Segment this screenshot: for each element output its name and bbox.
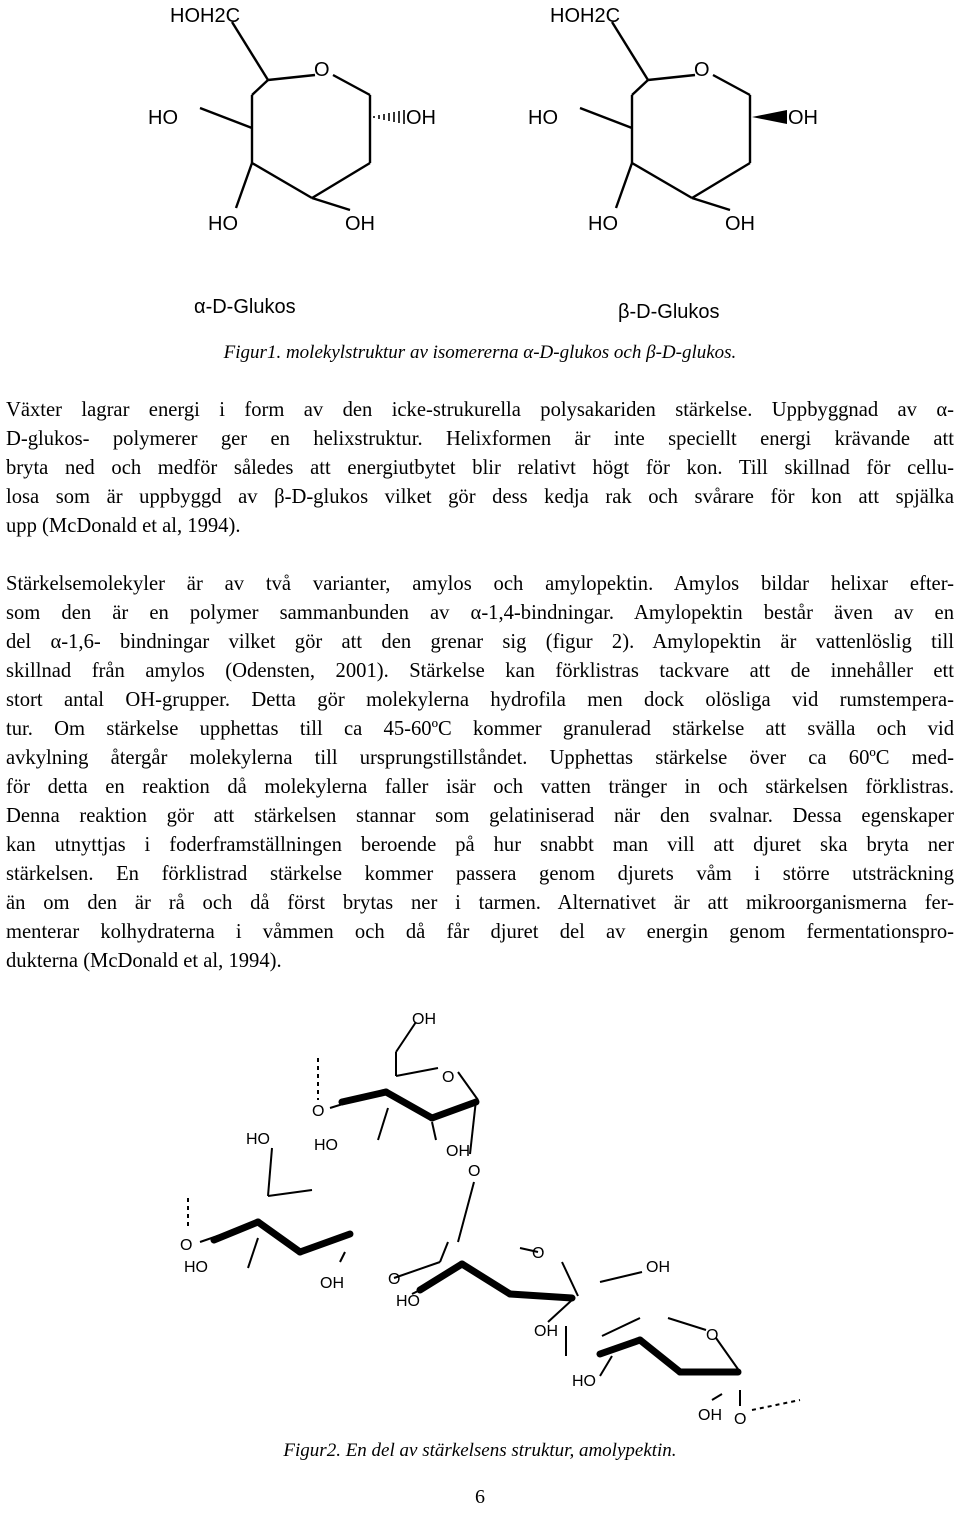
paragraph-2-line: Denna reaktion gör att stärkelsen stannar som gelatiniserad när den svalnar. Dessa egenskaper xyxy=(6,805,954,827)
fig2-label: OH xyxy=(320,1275,344,1292)
fig2-label: OH xyxy=(534,1323,558,1340)
paragraph-2-line: stort antal OH-grupper. Detta gör molekylerna hydrofila men dock olösliga vid rumstempera- xyxy=(6,689,954,711)
beta-oh-right: OH xyxy=(788,107,818,129)
paragraph-2-line: del α-1,6- bindningar vilket gör att den grenar sig (figur 2). Amylopektin är vattenlöslig till xyxy=(6,631,954,653)
alpha-glucose-label: α-D-Glukos xyxy=(194,296,296,318)
beta-ch2oh-label: HOH2C xyxy=(550,5,621,27)
fig2-label: O xyxy=(180,1237,193,1254)
paragraph-2-line: dukterna (McDonald et al, 1994). xyxy=(6,950,282,972)
fig2-label: O xyxy=(706,1327,719,1344)
alpha-oh-bottom-left: HO xyxy=(208,213,238,235)
fig2-label: O xyxy=(388,1271,401,1288)
paragraph-1-line: bryta ned och medför således att energiutbytet blir relativt högt för kon. Till skillnad för cellu- xyxy=(6,457,954,479)
fig2-label: O xyxy=(532,1245,545,1262)
beta-glucose-label: β-D-Glukos xyxy=(618,301,720,323)
beta-oh-bottom-right: OH xyxy=(725,213,755,235)
fig2-label: O xyxy=(442,1069,455,1086)
beta-oh-left: HO xyxy=(528,107,558,129)
paragraph-1-line: losa som är uppbyggd av β-D-glukos vilket gör dess kedja rak och svårare för kon att spjälka xyxy=(6,486,954,508)
paragraph-2-line: som den är en polymer sammanbunden av α-1,4-bindningar. Amylopektin består även av en xyxy=(6,602,954,624)
paragraph-2-line: tur. Om stärkelse upphettas till ca 45-60ºC kommer granulerad stärkelse att svälla och vid xyxy=(6,718,954,740)
fig2-label: HO xyxy=(246,1131,270,1148)
paragraph-2-line: skillnad från amylos (Odensten, 2001). Stärkelse kan förklistras tackvare att de innehåller ett xyxy=(6,660,954,682)
paragraph-2-line: än om den är rå och då först brytas ner i tarmen. Alternativet är att mikroorganismerna fer- xyxy=(6,892,954,914)
paragraph-2-line: Stärkelsemolekyler är av två varianter, amylos och amylopektin. Amylos bildar helixar efter- xyxy=(6,573,954,595)
paragraph-2-line: avkylning återgår molekylerna till ursprungstillståndet. Upphettas stärkelse över ca 60ºC med- xyxy=(6,747,954,769)
fig2-label: O xyxy=(468,1163,481,1180)
paragraph-2-line: stärkelsen. En förklistrad stärkelse kommer passera genom djurets våm i större utsträckning xyxy=(6,863,954,885)
fig2-label: HO xyxy=(572,1373,596,1390)
paragraph-2-line: menterar kolhydraterna i våmmen och då får djuret del av energin genom fermentationspro- xyxy=(6,921,954,943)
paragraph-2-line: för detta en reaktion då molekylerna faller isär och vatten tränger in och stärkelsen förklistras. xyxy=(6,776,954,798)
page-number: 6 xyxy=(475,1486,485,1508)
alpha-ch2oh-label: HOH2C xyxy=(170,5,241,27)
alpha-ring-oxygen: O xyxy=(314,59,330,81)
fig2-label: HO xyxy=(184,1259,208,1276)
figure2-caption: Figur2. En del av stärkelsens struktur, amolypektin. xyxy=(283,1440,677,1461)
fig2-label: OH xyxy=(412,1011,436,1028)
fig2-label: O xyxy=(312,1103,325,1120)
paragraph-1-line: Växter lagrar energi i form av den icke-strukurella polysakariden stärkelse. Uppbyggnad av α- xyxy=(6,399,954,421)
fig2-label: OH xyxy=(646,1259,670,1276)
beta-ring-oxygen: O xyxy=(694,59,710,81)
fig2-label: HO xyxy=(396,1293,420,1310)
paragraph-1-line: D-glukos- polymerer ger en helixstruktur. Helixformen är inte speciellt energi krävande att xyxy=(6,428,954,450)
fig2-label: OH xyxy=(446,1143,470,1160)
alpha-oh-bottom-right: OH xyxy=(345,213,375,235)
alpha-oh-right: OH xyxy=(406,107,436,129)
alpha-oh-left: HO xyxy=(148,107,178,129)
paragraph-2-line: kan utnyttjas i foderframställningen beroende på hur snabbt man vill att djuret ska bryta ner xyxy=(6,834,954,856)
beta-oh-bottom-left: HO xyxy=(588,213,618,235)
fig2-label: OH xyxy=(698,1407,722,1424)
paragraph-1-line: upp (McDonald et al, 1994). xyxy=(6,515,241,537)
fig2-label: HO xyxy=(314,1137,338,1154)
figure1-caption: Figur1. molekylstruktur av isomererna α-D-glukos och β-D-glukos. xyxy=(223,342,737,363)
fig2-label: O xyxy=(734,1411,747,1428)
